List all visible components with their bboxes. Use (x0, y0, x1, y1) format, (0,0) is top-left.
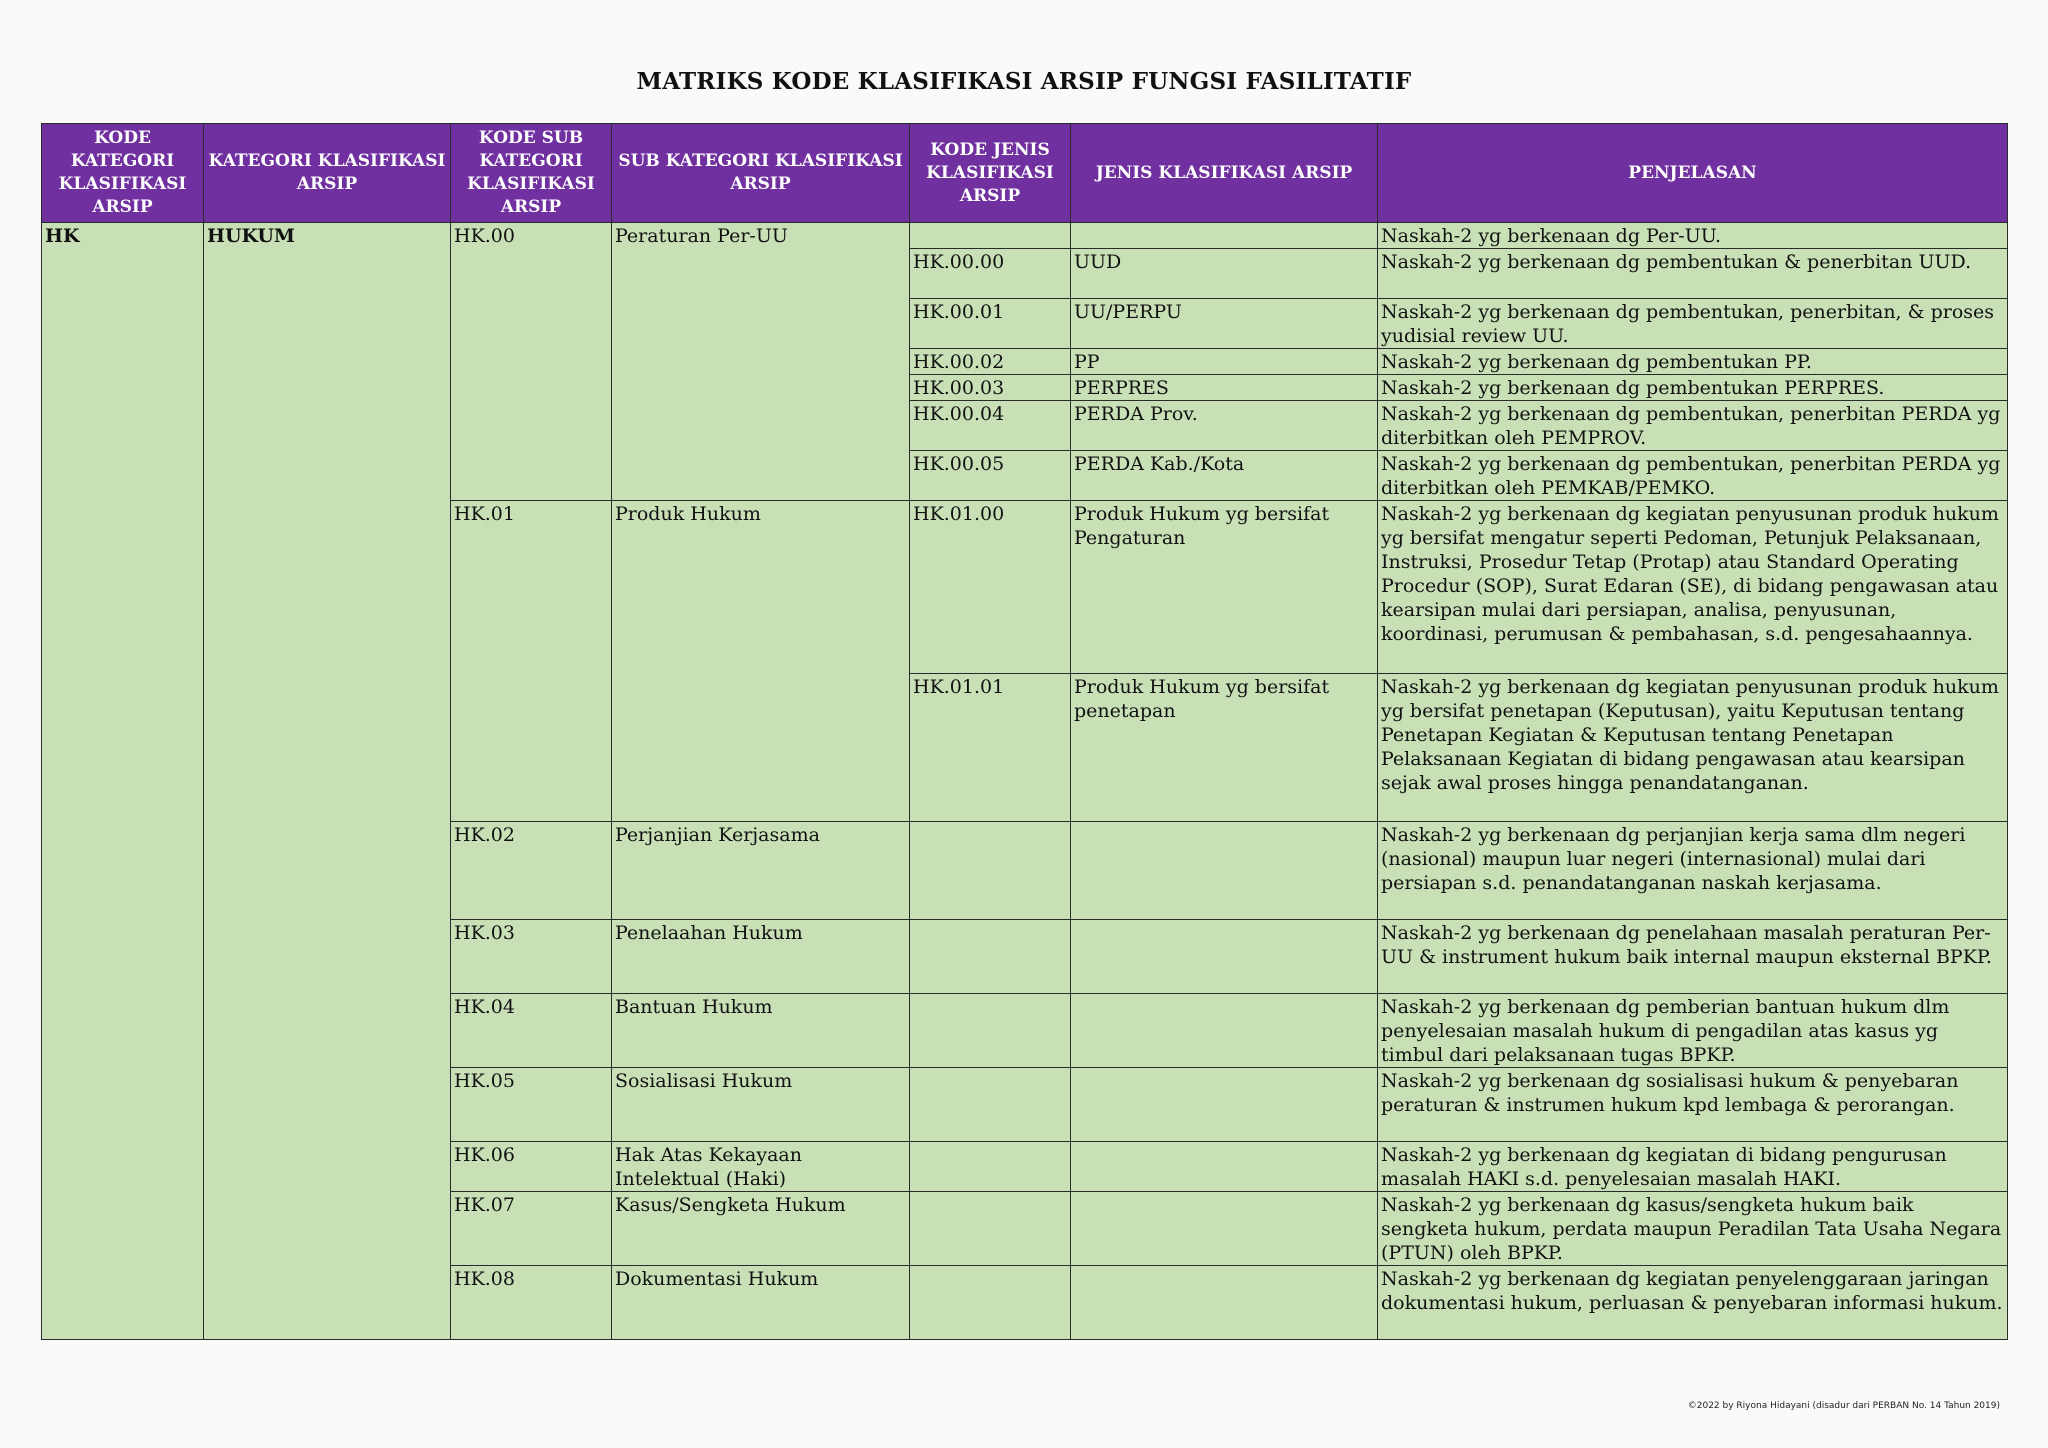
type-name-cell: PERPRES (1071, 375, 1378, 401)
column-header-kode-jenis: KODE JENIS KLASIFIKASI ARSIP (910, 124, 1071, 223)
description-cell: Naskah-2 yg berkenaan dg sosialisasi hukum & penyebaran peraturan & instrumen hukum kpd lembaga & perorangan. (1378, 1068, 2008, 1142)
table-header-row (42, 124, 2008, 223)
column-header-kategori: KATEGORI KLASIFIKASI ARSIP (204, 124, 451, 223)
sub-code-cell: HK.04 (451, 994, 612, 1068)
sub-name-cell: Hak Atas Kekayaan Intelektual (Haki) (612, 1142, 910, 1192)
sub-code-cell: HK.00 (451, 223, 612, 501)
type-code-cell: HK.01.01 (910, 674, 1071, 822)
sub-name-cell: Penelaahan Hukum (612, 920, 910, 994)
description-cell: Naskah-2 yg berkenaan dg pembentukan & penerbitan UUD. (1378, 249, 2008, 299)
type-code-cell (910, 822, 1071, 920)
sub-name-cell: Perjanjian Kerjasama (612, 822, 910, 920)
type-name-cell (1071, 994, 1378, 1068)
table-row (42, 223, 2008, 249)
type-code-cell (910, 1192, 1071, 1266)
type-name-cell: UU/PERPU (1071, 299, 1378, 349)
description-cell: Naskah-2 yg berkenaan dg pembentukan PP. (1378, 349, 2008, 375)
description-cell: Naskah-2 yg berkenaan dg kasus/sengketa hukum baik sengketa hukum, perdata maupun Peradilan Tata Usaha Negara (PTUN) oleh BPKP. (1378, 1192, 2008, 1266)
type-code-cell: HK.00.01 (910, 299, 1071, 349)
type-code-cell (910, 920, 1071, 994)
sub-name-cell: Sosialisasi Hukum (612, 1068, 910, 1142)
type-code-cell: HK.00.03 (910, 375, 1071, 401)
description-cell: Naskah-2 yg berkenaan dg pemberian bantuan hukum dlm penyelesaian masalah hukum di pengadilan atas kasus yg timbul dari pelaksanaan tugas BPKP. (1378, 994, 2008, 1068)
sub-name-cell: Dokumentasi Hukum (612, 1266, 910, 1340)
type-code-cell (910, 1266, 1071, 1340)
type-code-cell (910, 1068, 1071, 1142)
sub-code-cell: HK.06 (451, 1142, 612, 1192)
description-cell: Naskah-2 yg berkenaan dg pembentukan, penerbitan, & proses yudisial review UU. (1378, 299, 2008, 349)
type-code-cell: HK.00.02 (910, 349, 1071, 375)
category-name-cell: HUKUM (204, 223, 451, 1340)
type-name-cell (1071, 1068, 1378, 1142)
type-name-cell (1071, 920, 1378, 994)
description-cell: Naskah-2 yg berkenaan dg kegiatan penyelenggaraan jaringan dokumentasi hukum, perluasan & penyebaran informasi hukum. (1378, 1266, 2008, 1340)
sub-name-cell: Kasus/Sengketa Hukum (612, 1192, 910, 1266)
type-name-cell (1071, 1142, 1378, 1192)
sub-code-cell: HK.08 (451, 1266, 612, 1340)
classification-matrix-table (41, 123, 2008, 1340)
type-name-cell: Produk Hukum yg bersifat Pengaturan (1071, 501, 1378, 674)
type-code-cell (910, 994, 1071, 1068)
type-code-cell: HK.00.05 (910, 451, 1071, 501)
description-cell: Naskah-2 yg berkenaan dg kegiatan di bidang pengurusan masalah HAKI s.d. penyelesaian masalah HAKI. (1378, 1142, 2008, 1192)
type-name-cell (1071, 822, 1378, 920)
page-title: MATRIKS KODE KLASIFIKASI ARSIP FUNGSI FASILITATIF (636, 68, 1412, 95)
type-name-cell (1071, 1266, 1378, 1340)
description-cell: Naskah-2 yg berkenaan dg penelahaan masalah peraturan Per-UU & instrument hukum baik internal maupun eksternal BPKP. (1378, 920, 2008, 994)
sub-code-cell: HK.03 (451, 920, 612, 994)
description-cell: Naskah-2 yg berkenaan dg pembentukan PERPRES. (1378, 375, 2008, 401)
type-code-cell: HK.01.00 (910, 501, 1071, 674)
sub-code-cell: HK.07 (451, 1192, 612, 1266)
description-cell: Naskah-2 yg berkenaan dg pembentukan, penerbitan PERDA yg diterbitkan oleh PEMKAB/PEMKO. (1378, 451, 2008, 501)
sub-code-cell: HK.05 (451, 1068, 612, 1142)
type-code-cell: HK.00.04 (910, 401, 1071, 451)
type-name-cell: UUD (1071, 249, 1378, 299)
column-header-kode-kategori: KODE KATEGORI KLASIFIKASI ARSIP (42, 124, 204, 223)
type-name-cell: PERDA Prov. (1071, 401, 1378, 451)
column-header-kode-sub-kategori: KODE SUB KATEGORI KLASIFIKASI ARSIP (451, 124, 612, 223)
description-cell: Naskah-2 yg berkenaan dg pembentukan, penerbitan PERDA yg diterbitkan oleh PEMPROV. (1378, 401, 2008, 451)
column-header-sub-kategori: SUB KATEGORI KLASIFIKASI ARSIP (612, 124, 910, 223)
type-code-cell (910, 223, 1071, 249)
copyright-footer: ©2022 by Riyona Hidayani (disadur dari PERBAN No. 14 Tahun 2019) (1687, 1401, 2000, 1411)
type-code-cell: HK.00.00 (910, 249, 1071, 299)
sub-name-cell: Peraturan Per-UU (612, 223, 910, 501)
type-name-cell: Produk Hukum yg bersifat penetapan (1071, 674, 1378, 822)
type-name-cell (1071, 223, 1378, 249)
description-cell: Naskah-2 yg berkenaan dg Per-UU. (1378, 223, 2008, 249)
description-cell: Naskah-2 yg berkenaan dg kegiatan penyusunan produk hukum yg bersifat penetapan (Keputusan), yaitu Keputusan tentang Penetapan Kegiatan & Keputusan tentang Penetapan Pelaksanaan Kegiatan di bidang pengawasan atau kearsipan sejak awal proses hingga penandatanganan. (1378, 674, 2008, 822)
sub-code-cell: HK.02 (451, 822, 612, 920)
type-name-cell: PERDA Kab./Kota (1071, 451, 1378, 501)
sub-name-cell: Bantuan Hukum (612, 994, 910, 1068)
sub-name-cell: Produk Hukum (612, 501, 910, 822)
type-name-cell (1071, 1192, 1378, 1266)
description-cell: Naskah-2 yg berkenaan dg perjanjian kerja sama dlm negeri (nasional) maupun luar negeri (internasional) mulai dari persiapan s.d. penandatanganan naskah kerjasama. (1378, 822, 2008, 920)
type-code-cell (910, 1142, 1071, 1192)
sub-code-cell: HK.01 (451, 501, 612, 822)
column-header-penjelasan: PENJELASAN (1378, 124, 2008, 223)
type-name-cell: PP (1071, 349, 1378, 375)
description-cell: Naskah-2 yg berkenaan dg kegiatan penyusunan produk hukum yg bersifat mengatur seperti Pedoman, Petunjuk Pelaksanaan, Instruksi, Prosedur Tetap (Protap) atau Standard Operating Procedur (SOP), Surat Edaran (SE), di bidang pengawasan atau kearsipan mulai dari persiapan, analisa, penyusunan, koordinasi, perumusan & pembahasan, s.d. pengesahaannya. (1378, 501, 2008, 674)
column-header-jenis: JENIS KLASIFIKASI ARSIP (1071, 124, 1378, 223)
category-code-cell: HK (42, 223, 204, 1340)
